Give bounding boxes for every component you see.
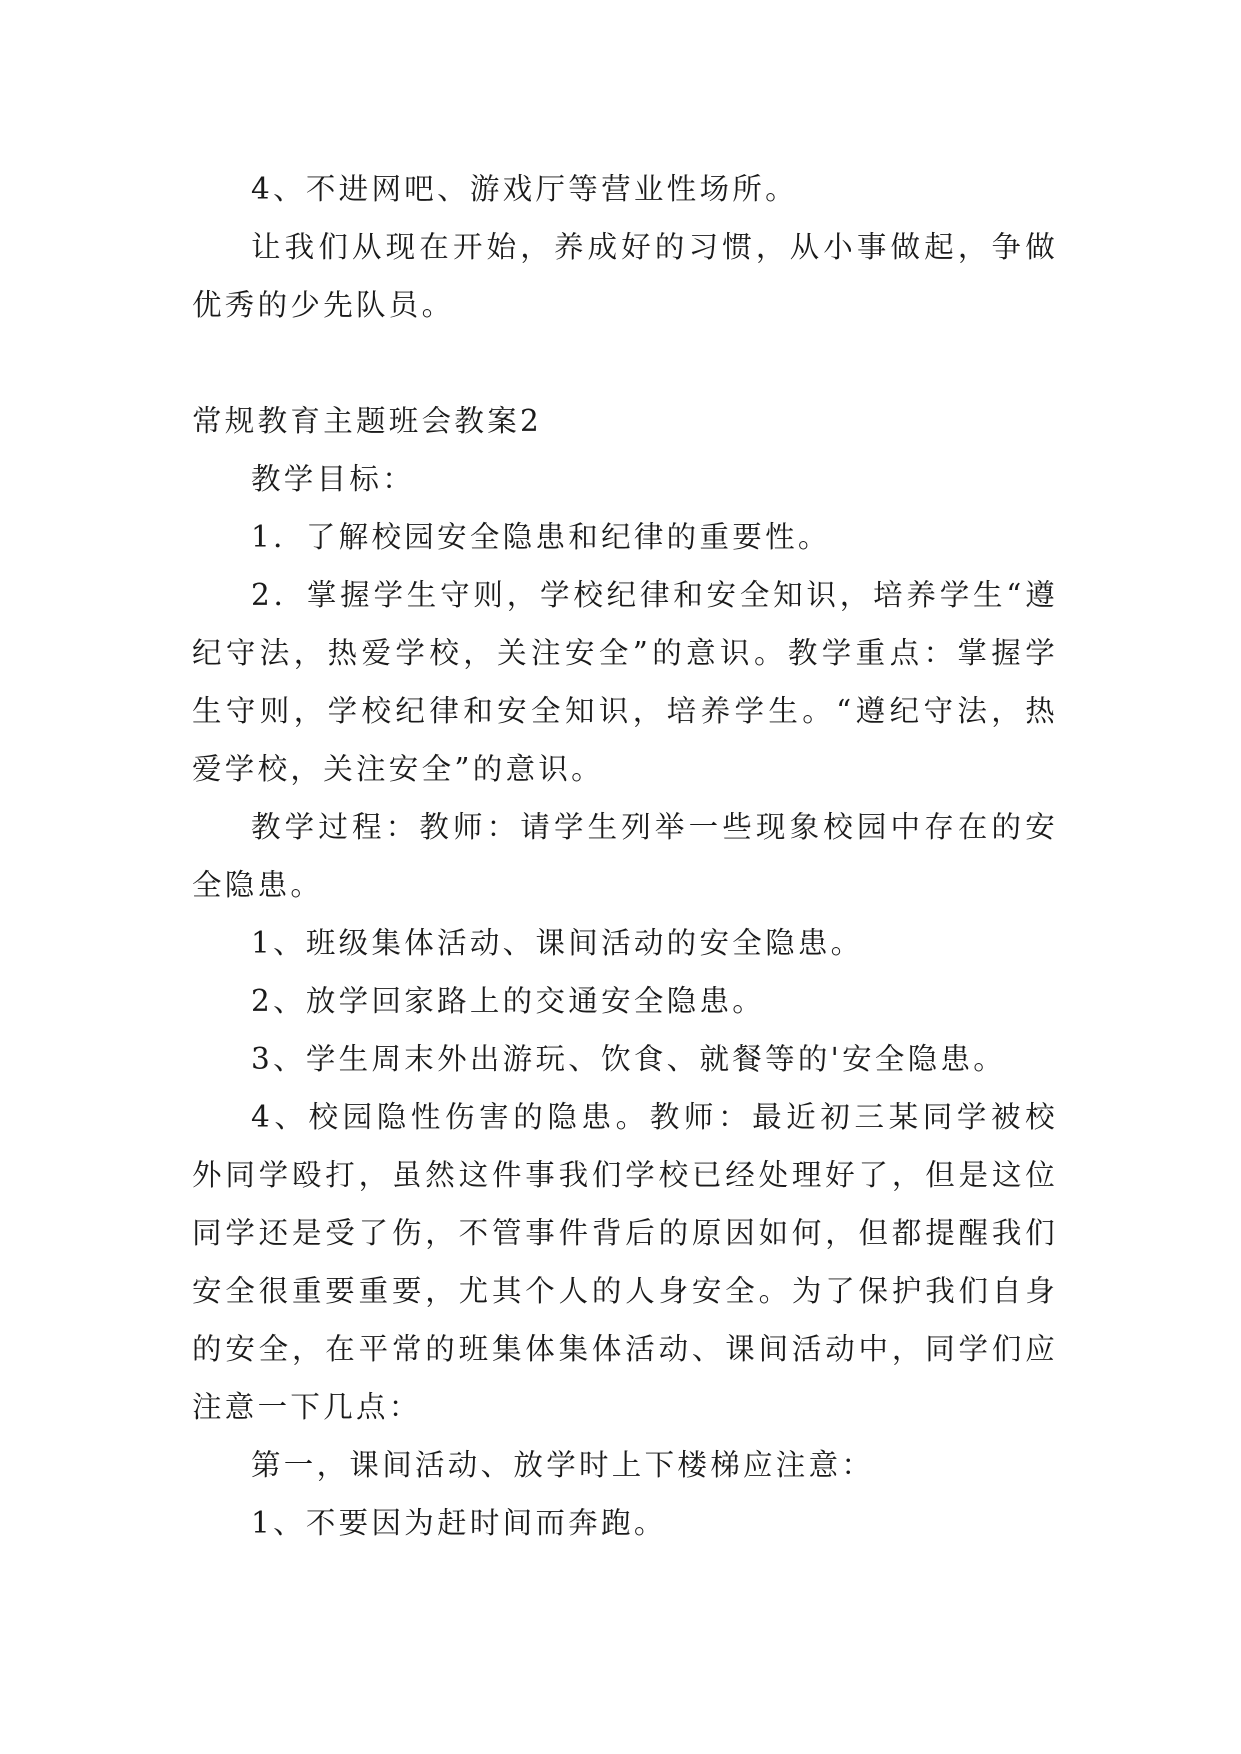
section-title: 常规教育主题班会教案2 — [192, 404, 543, 438]
paragraph: 2．掌握学生守则，学校纪律和安全知识，培养学生“遵纪守法，热爱学校，关注安全”的意识。教学重点：掌握学生守则，学校纪律和安全知识，培养学生。“遵纪守法，热爱学校，关注安全”的意识。 — [192, 578, 1058, 786]
paragraph: 4、校园隐性伤害的隐患。教师：最近初三某同学被校外同学殴打，虽然这件事我们学校已经处理好了，但是这位同学还是受了伤，不管事件背后的原因如何，但都提醒我们安全很重要重要，尤其个人的人身安全。为了保护我们自身的安全，在平常的班集体集体活动、课间活动中，同学们应注意一下几点： — [192, 1100, 1058, 1424]
paragraph: 4、不进网吧、游戏厅等营业性场所。 — [251, 172, 798, 206]
paragraph: 2、放学回家路上的交通安全隐患。 — [251, 984, 766, 1018]
paragraph: 1．了解校园安全隐患和纪律的重要性。 — [251, 520, 831, 554]
paragraph: 1、不要因为赶时间而奔跑。 — [251, 1506, 667, 1540]
paragraph: 3、学生周末外出游玩、饮食、就餐等的'安全隐患。 — [251, 1042, 1007, 1076]
section-gap — [192, 334, 1058, 392]
document-body — [192, 160, 1058, 1552]
paragraph: 第一，课间活动、放学时上下楼梯应注意： — [251, 1448, 875, 1482]
paragraph: 1、班级集体活动、课间活动的安全隐患。 — [251, 926, 864, 960]
paragraph: 教学目标： — [251, 462, 416, 496]
paragraph: 教学过程：教师：请学生列举一些现象校园中存在的安全隐患。 — [192, 810, 1058, 902]
paragraph: 让我们从现在开始，养成好的习惯，从小事做起，争做优秀的少先队员。 — [192, 230, 1058, 322]
